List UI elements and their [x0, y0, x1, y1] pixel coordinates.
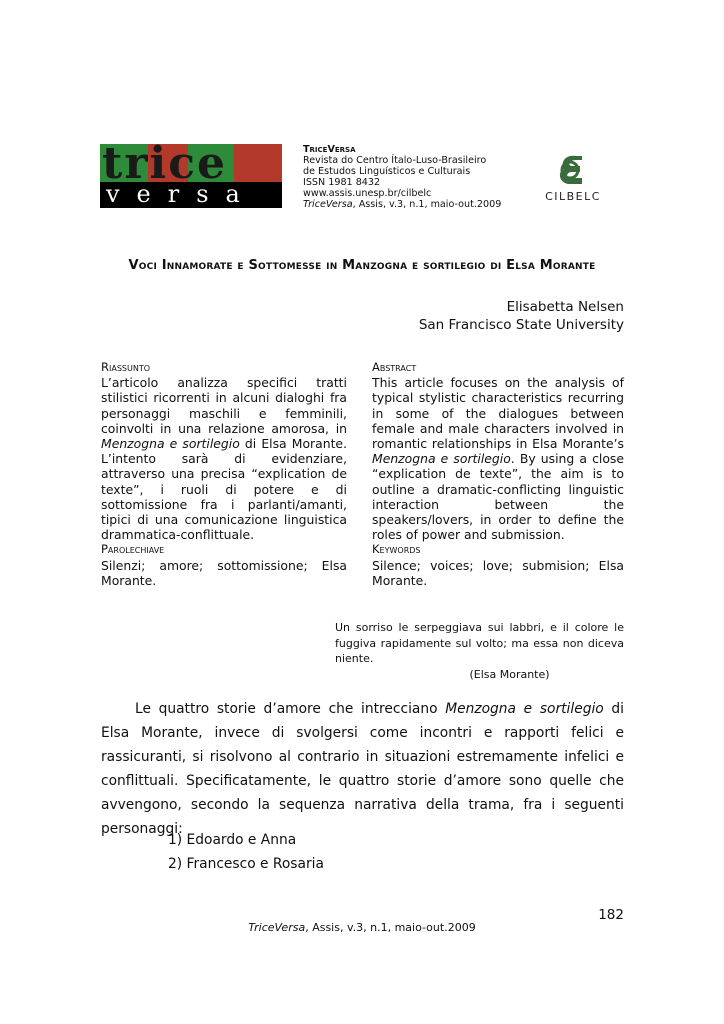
list-item: 2) Francesco e Rosaria	[168, 856, 324, 872]
body-paragraph: Le quattro storie d’amore che intrecciano Menzogna e sortilegio di Elsa Morante, invece di svolgersi come incontri e rapporti felici e rassicuranti, si risolvono al contrario in situazioni estremamente infelici e conflittuali. Specificatamente, le quattro storie d’amore sono quelle che avvengono, secondo la sequenza narrativa della trama, fra i seguenti personaggi:	[101, 701, 624, 837]
footer-journal: TriceVersa	[248, 921, 306, 934]
citation-rest: , Assis, v.3, n.1, maio-out.2009	[352, 199, 502, 210]
article-title: Voci Innamorate e Sottomesse in Manzogna e sortilegio di Elsa Morante	[128, 258, 596, 273]
page-footer	[0, 921, 724, 934]
abstract-heading: Abstract	[372, 360, 417, 374]
author-name: Elisabetta Nelsen	[506, 299, 624, 315]
riassunto-text: L’articolo analizza specifici tratti stilistici ricorrenti in alcuni dialoghi fra personaggi maschili e femminili, coinvolti in una relazione amorosa, in Menzogna e sortilegio di Elsa Morante. L’intento sarà di evidenziare, attraverso una precisa “explication de texte”, i ruoli di potere e di sottomissione fra i parlanti/amanti, tipici di una comunicazione linguistica drammatica-conflittuale.	[101, 375, 347, 543]
logo-trice-text: trice	[102, 144, 228, 189]
list-item: 1) Edoardo e Anna	[168, 832, 297, 848]
epigraph	[335, 620, 624, 682]
epigraph-source: (Elsa Morante)	[469, 667, 550, 681]
author-affiliation: San Francisco State University	[418, 317, 624, 333]
abstract-column	[372, 360, 624, 588]
author-block	[419, 298, 624, 334]
logo-top-band	[100, 144, 282, 189]
keywords-heading: Keywords	[372, 542, 421, 557]
parolechiave-heading: Parolechiave	[101, 542, 165, 557]
journal-line-2: de Estudos Linguísticos e Culturais	[303, 166, 471, 177]
parolechiave-text: Silenzi; amore; sottomissione; Elsa Morante.	[101, 557, 347, 588]
riassunto-column	[101, 360, 347, 588]
logo-versa-text: versa	[106, 180, 257, 208]
cilbelc-label: CILBELC	[545, 190, 601, 203]
journal-name: TriceVersa	[303, 144, 356, 155]
tricever-logo	[100, 144, 282, 208]
journal-url[interactable]: www.assis.unesp.br/cilbelc	[303, 188, 432, 199]
epigraph-text: Un sorriso le serpeggiava sui labbri, e il colore le fuggiva rapidamente sul volto; ma essa non diceva niente.	[335, 621, 624, 665]
footer-rest: , Assis, v.3, n.1, maio-out.2009	[305, 921, 476, 934]
cilbelc-logo	[540, 152, 606, 208]
journal-info	[303, 144, 501, 210]
body-text	[101, 697, 624, 841]
journal-citation	[303, 199, 501, 210]
character-list	[168, 828, 324, 876]
abstract-text: This article focuses on the analysis of typical stylistic characteristics recurring in some of the dialogues between female and male characters involved in romantic relationships in Elsa Morante’s Menzogna e sortilegio. By using a close “explication de texte”, the aim is to outline a dramatic-conflicting linguistic interaction between the speakers/lovers, in order to define the roles of power and submission.	[372, 375, 624, 543]
riassunto-heading: Riassunto	[101, 360, 151, 374]
journal-issn: ISSN 1981 8432	[303, 177, 381, 188]
journal-line-1: Revista do Centro Ítalo-Luso-Brasileiro	[303, 155, 487, 166]
keywords-text: Silence; voices; love; submision; Elsa Morante.	[372, 557, 624, 588]
citation-journal: TriceVersa	[303, 199, 353, 210]
cilbelc-emblem-icon	[540, 152, 606, 190]
page-number: 182	[598, 907, 624, 923]
